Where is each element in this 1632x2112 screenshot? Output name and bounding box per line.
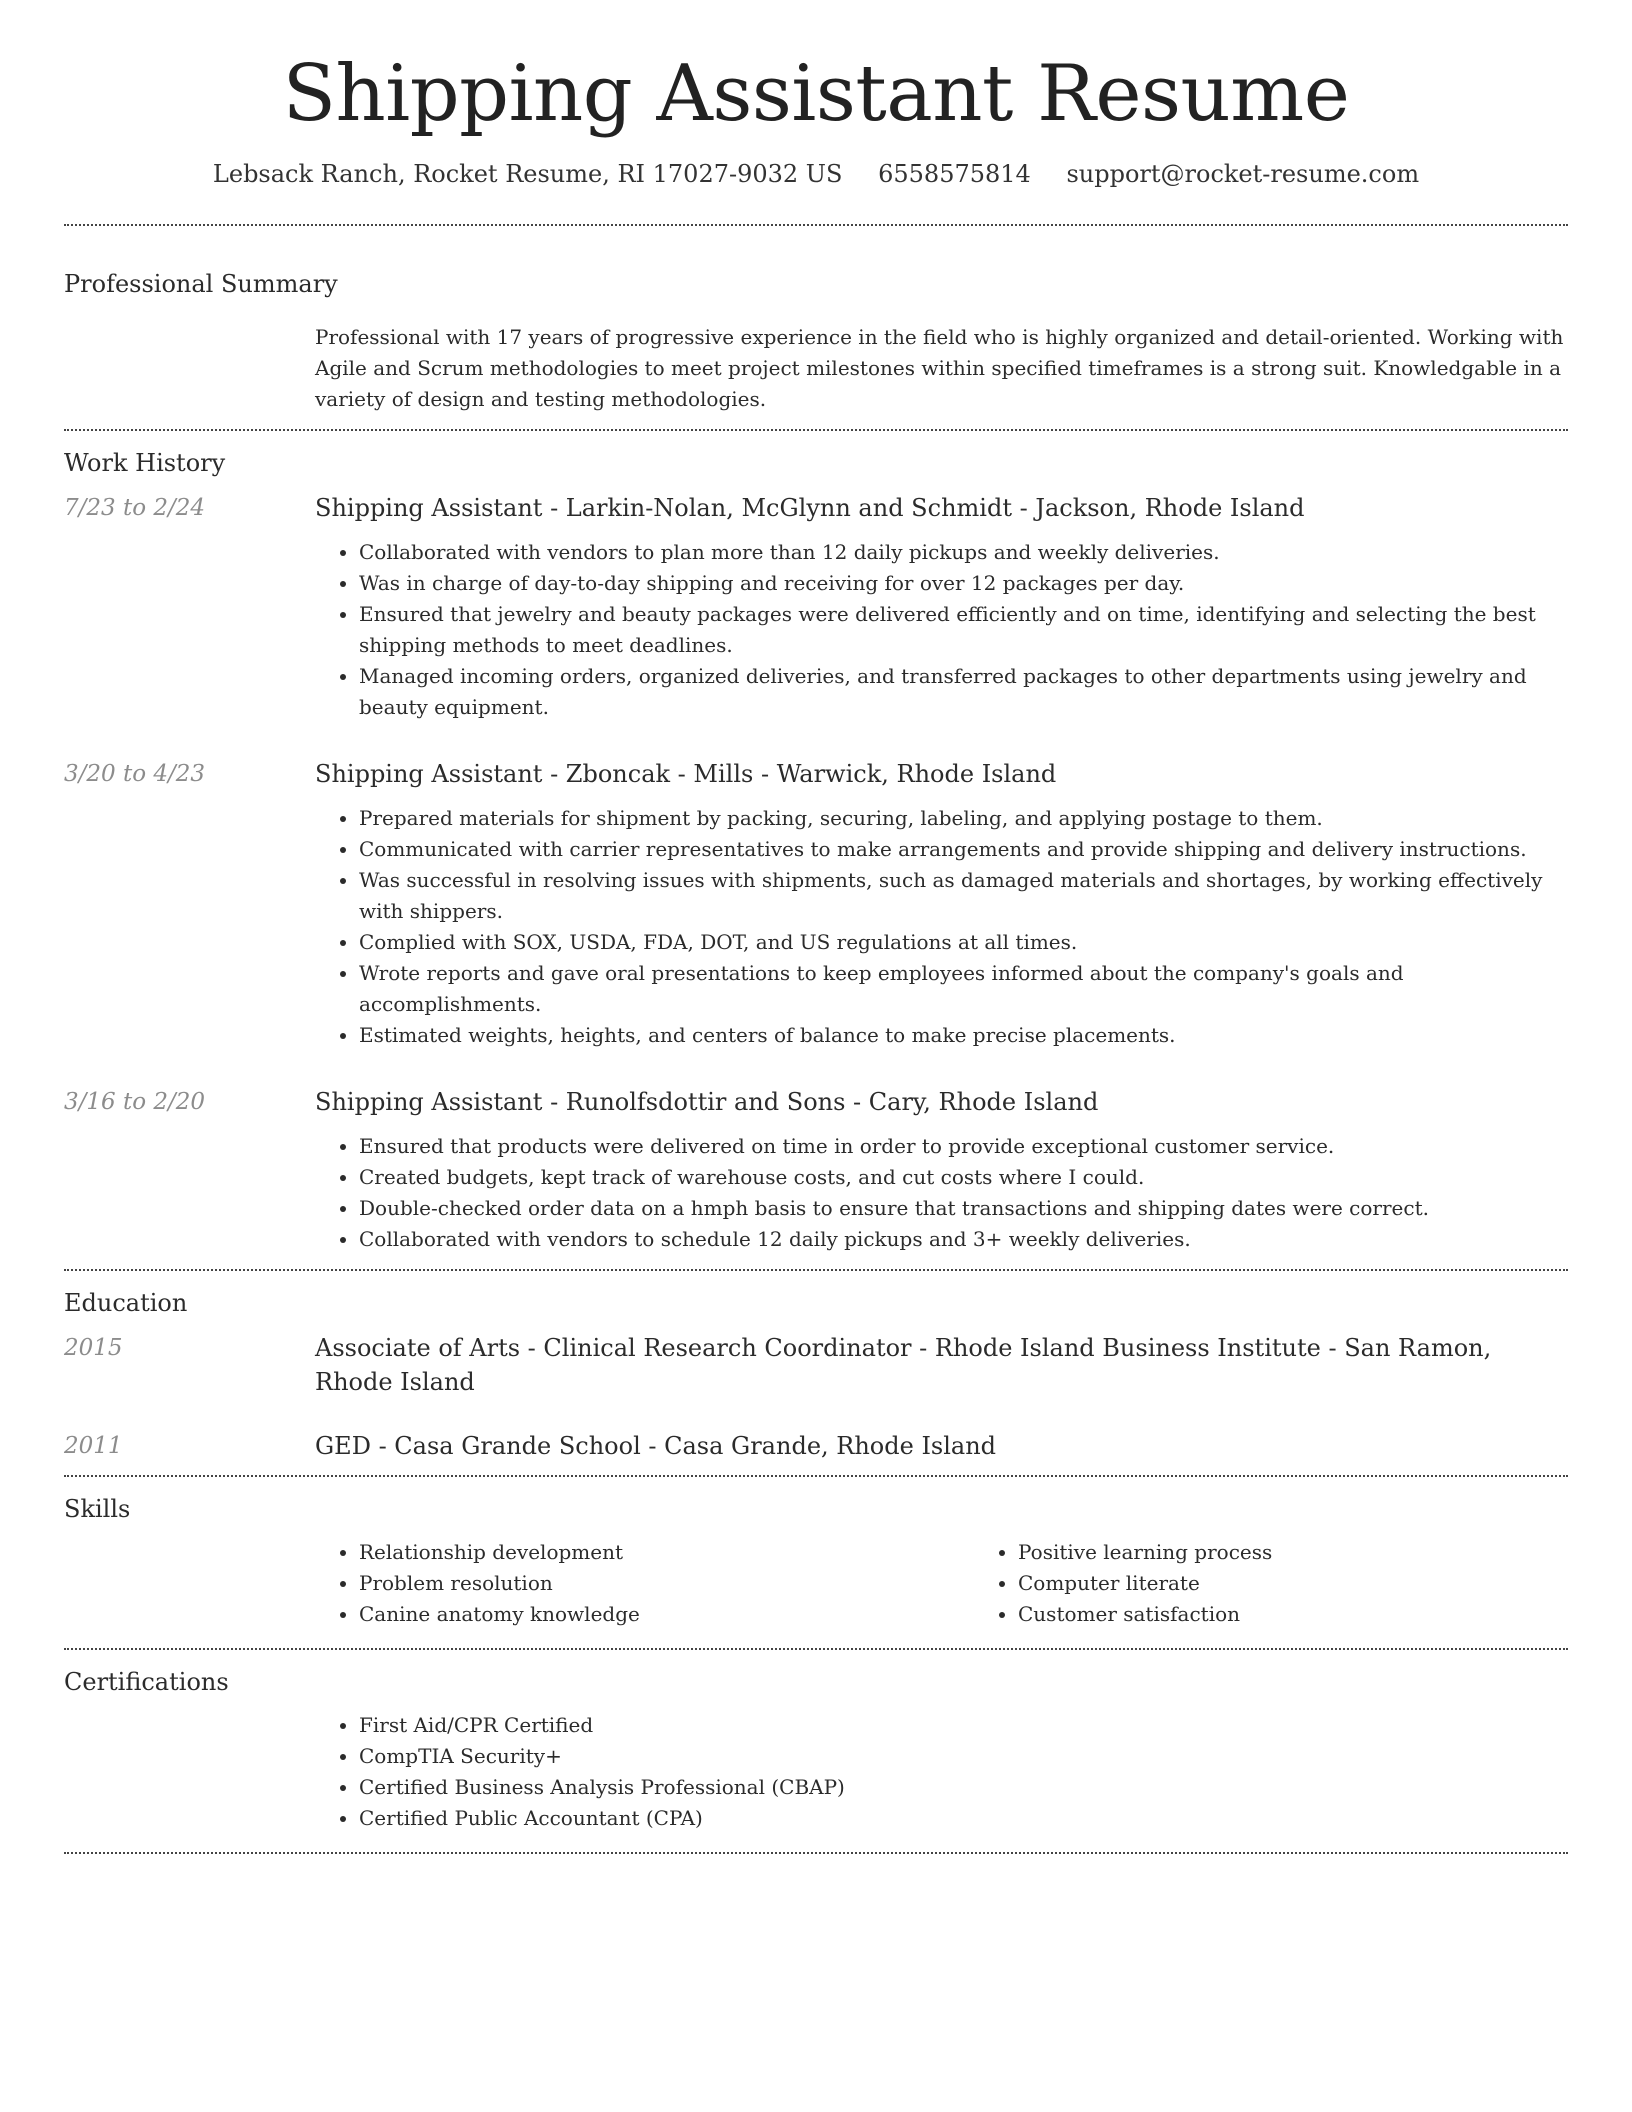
section-heading: Skills xyxy=(64,1494,131,1523)
list-item: • Wrote reports and gave oral presentations to keep employees informed about the company's goals and accomplishments. xyxy=(359,958,1568,1020)
job-content xyxy=(315,491,1568,723)
section-divider xyxy=(64,1852,1568,1854)
certifications-list xyxy=(315,1710,1568,1834)
list-item: • Collaborated with vendors to plan more than 12 daily pickups and weekly deliveries. xyxy=(359,537,1568,568)
summary-text: Professional with 17 years of progressive experience in the field who is highly organized and detail-oriented. Working with Agile and Scrum methodologies to meet project milestones within specified timeframes is a strong suit. Knowledgable in a variety of design and testing methodologies. xyxy=(315,324,1564,411)
job-dates: 3/20 to 4/23 xyxy=(64,760,206,787)
section-heading: Certifications xyxy=(64,1667,229,1696)
job-entry xyxy=(64,1085,1568,1269)
education-section xyxy=(64,1271,1568,1475)
education-entry xyxy=(64,1327,1568,1429)
list-item: • Canine anatomy knowledge xyxy=(359,1599,974,1630)
list-item: • Problem resolution xyxy=(359,1568,974,1599)
list-item: • Communicated with carrier representatives to make arrangements and provide shipping and delivery instructions. xyxy=(359,834,1568,865)
list-item: • Certified Business Analysis Professional (CBAP) xyxy=(359,1772,1568,1803)
skills-list-left xyxy=(315,1537,974,1630)
education-year: 2011 xyxy=(64,1432,123,1459)
resume-page xyxy=(64,0,1568,1854)
professional-summary-section xyxy=(64,226,1568,429)
job-dates: 3/16 to 2/20 xyxy=(64,1088,206,1115)
job-entry xyxy=(64,487,1568,757)
certifications-content xyxy=(315,1706,1568,1834)
section-heading: Education xyxy=(64,1288,188,1317)
certifications-row xyxy=(64,1706,1568,1852)
job-content xyxy=(315,757,1568,1051)
list-item: • First Aid/CPR Certified xyxy=(359,1710,1568,1741)
skills-columns xyxy=(315,1533,1568,1630)
list-item: • Certified Public Accountant (CPA) xyxy=(359,1803,1568,1834)
list-item: • Created budgets, kept track of warehouse costs, and cut costs where I could. xyxy=(359,1162,1568,1193)
job-bullets xyxy=(315,1131,1568,1255)
list-item: • Ensured that products were delivered on time in order to provide exceptional customer service. xyxy=(359,1131,1568,1162)
work-history-section xyxy=(64,431,1568,1269)
job-bullets xyxy=(315,537,1568,723)
job-title: Shipping Assistant - Zboncak - Mills - Warwick, Rhode Island xyxy=(315,759,1057,788)
section-heading: Professional Summary xyxy=(64,269,338,298)
list-item: • Was in charge of day-to-day shipping and receiving for over 12 packages per day. xyxy=(359,568,1568,599)
contact-line xyxy=(64,160,1568,188)
skills-list-right xyxy=(974,1537,1568,1630)
certifications-section xyxy=(64,1650,1568,1852)
job-title: Shipping Assistant - Runolfsdottir and Sons - Cary, Rhode Island xyxy=(315,1087,1099,1116)
list-item: • Collaborated with vendors to schedule 12 daily pickups and 3+ weekly deliveries. xyxy=(359,1224,1568,1255)
list-item: • Was successful in resolving issues with shipments, such as damaged materials and shortages, by working effectively with shippers. xyxy=(359,865,1568,927)
summary-row xyxy=(64,308,1568,429)
list-item: • Managed incoming orders, organized deliveries, and transferred packages to other departments using jewelry and beauty equipment. xyxy=(359,661,1568,723)
list-item: • CompTIA Security+ xyxy=(359,1741,1568,1772)
job-entry xyxy=(64,757,1568,1085)
job-bullets xyxy=(315,803,1568,1051)
section-heading: Work History xyxy=(64,448,226,477)
education-entry xyxy=(64,1429,1568,1475)
job-dates: 7/23 to 2/24 xyxy=(64,494,206,521)
list-item: • Relationship development xyxy=(359,1537,974,1568)
list-item: • Estimated weights, heights, and centers of balance to make precise placements. xyxy=(359,1020,1568,1051)
list-item: • Complied with SOX, USDA, FDA, DOT, and US regulations at all times. xyxy=(359,927,1568,958)
list-item: • Positive learning process xyxy=(1018,1537,1568,1568)
education-year: 2015 xyxy=(64,1334,123,1361)
list-item: • Computer literate xyxy=(1018,1568,1568,1599)
list-item: • Double-checked order data on a hmph basis to ensure that transactions and shipping dates were correct. xyxy=(359,1193,1568,1224)
list-item: • Customer satisfaction xyxy=(1018,1599,1568,1630)
list-item: • Prepared materials for shipment by packing, securing, labeling, and applying postage to them. xyxy=(359,803,1568,834)
job-title: Shipping Assistant - Larkin-Nolan, McGlynn and Schmidt - Jackson, Rhode Island xyxy=(315,493,1305,522)
contact-phone: 6558575814 xyxy=(878,159,1031,188)
contact-email: support@rocket-resume.com xyxy=(1066,159,1420,188)
job-content xyxy=(315,1085,1568,1255)
education-text: GED - Casa Grande School - Casa Grande, Rhode Island xyxy=(315,1431,997,1460)
skills-section xyxy=(64,1477,1568,1648)
list-item: • Ensured that jewelry and beauty packages were delivered efficiently and on time, identifying and selecting the best shipping methods to meet deadlines. xyxy=(359,599,1568,661)
education-text: Associate of Arts - Clinical Research Coordinator - Rhode Island Business Institute - San Ramon, Rhode Island xyxy=(315,1333,1492,1396)
contact-address: Lebsack Ranch, Rocket Resume, RI 17027-9032 US xyxy=(212,159,843,188)
skills-row xyxy=(64,1533,1568,1648)
resume-title: Shipping Assistant Resume xyxy=(282,49,1350,139)
